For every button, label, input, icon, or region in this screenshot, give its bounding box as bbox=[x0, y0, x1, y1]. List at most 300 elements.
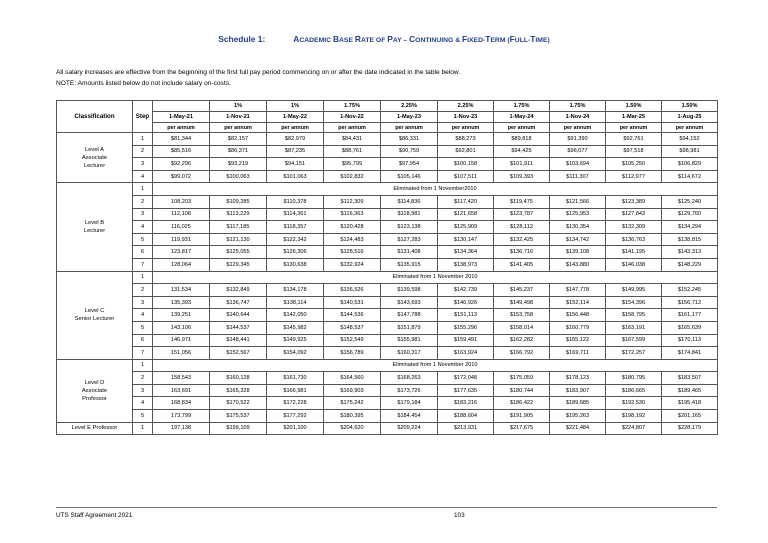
salary-cell: $158,014 bbox=[494, 321, 550, 334]
salary-cell: $94,151 bbox=[267, 158, 324, 171]
salary-cell: $82,157 bbox=[210, 133, 267, 146]
salary-cell: $136,763 bbox=[606, 233, 662, 246]
step-cell: 3 bbox=[133, 296, 153, 309]
salary-cell: $88,273 bbox=[438, 133, 494, 146]
title-letters: AY – bbox=[392, 37, 410, 44]
salary-cell: $173,726 bbox=[381, 384, 438, 397]
salary-cell: $141,405 bbox=[494, 258, 550, 271]
table-row bbox=[57, 208, 718, 221]
table-row bbox=[57, 221, 718, 234]
salary-cell: $140,644 bbox=[210, 309, 267, 322]
salary-cell: 128,064 bbox=[153, 258, 210, 271]
salary-cell: $123,138 bbox=[381, 221, 438, 234]
page-number: 103 bbox=[454, 512, 465, 519]
level-label-line: Associate bbox=[81, 387, 108, 394]
salary-cell: $151,113 bbox=[438, 309, 494, 322]
salary-cell: $140,531 bbox=[324, 296, 381, 309]
salary-cell: $132,849 bbox=[210, 284, 267, 297]
salary-cell: $134,742 bbox=[550, 233, 606, 246]
salary-cell: $144,537 bbox=[210, 321, 267, 334]
salary-cell: $156,712 bbox=[662, 296, 718, 309]
level-label-line: Level A bbox=[84, 146, 104, 153]
salary-cell: $107,511 bbox=[438, 170, 494, 183]
salary-cell: $170,522 bbox=[210, 397, 267, 410]
table-row bbox=[57, 233, 718, 246]
salary-cell: $158,795 bbox=[606, 309, 662, 322]
title-letters: CADEMIC bbox=[299, 37, 333, 44]
salary-cell: $92,761 bbox=[606, 133, 662, 146]
table-row bbox=[57, 372, 718, 385]
date-header: 1-Nov-23 bbox=[438, 112, 494, 123]
salary-cell: $130,638 bbox=[267, 258, 324, 271]
increase-header: 1.50% bbox=[662, 101, 718, 112]
salary-cell: $116,363 bbox=[324, 208, 381, 221]
note-on-costs: NOTE: Amounts listed below do not include salary on-costs. bbox=[56, 80, 231, 87]
period-header: per annum bbox=[267, 123, 324, 133]
level-label bbox=[57, 183, 133, 271]
step-cell: 1 bbox=[133, 271, 153, 284]
table-row bbox=[57, 384, 718, 397]
salary-cell: $152,114 bbox=[550, 296, 606, 309]
step-cell: 3 bbox=[133, 208, 153, 221]
salary-cell: $114,361 bbox=[267, 208, 324, 221]
level-label-line: Senior Lecturer bbox=[74, 316, 115, 323]
salary-cell: $162,282 bbox=[494, 334, 550, 347]
salary-cell: $217,675 bbox=[494, 422, 550, 435]
salary-cell: 197,138 bbox=[153, 422, 210, 435]
salary-cell: $148,441 bbox=[210, 334, 267, 347]
salary-cell: $134,364 bbox=[438, 246, 494, 259]
step-cell: 3 bbox=[133, 158, 153, 171]
level-label-line: Professor bbox=[82, 395, 107, 402]
salary-cell: $165,328 bbox=[210, 384, 267, 397]
salary-cell: $159,491 bbox=[438, 334, 494, 347]
salary-cell: $110,378 bbox=[267, 195, 324, 208]
table-row bbox=[57, 309, 718, 322]
step-cell: 5 bbox=[133, 233, 153, 246]
salary-cell: $145,982 bbox=[267, 321, 324, 334]
table-row bbox=[57, 258, 718, 271]
footer-agreement: UTS Staff Agreement 2021 bbox=[56, 512, 133, 519]
salary-cell: $86,371 bbox=[210, 145, 267, 158]
level-label bbox=[57, 133, 133, 183]
salary-cell: $126,306 bbox=[267, 246, 324, 259]
salary-cell: $221,484 bbox=[550, 422, 606, 435]
salary-cell: $154,092 bbox=[267, 347, 324, 360]
salary-cell: $183,507 bbox=[662, 372, 718, 385]
salary-cell: $132,309 bbox=[606, 221, 662, 234]
title-letters: B bbox=[332, 34, 339, 44]
salary-cell: $145,237 bbox=[494, 284, 550, 297]
salary-cell: $96,077 bbox=[550, 145, 606, 158]
salary-cell: $121,566 bbox=[550, 195, 606, 208]
salary-cell: $102,832 bbox=[324, 170, 381, 183]
title-letters: F bbox=[509, 34, 515, 44]
salary-cell: $143,313 bbox=[662, 246, 718, 259]
step-cell: 4 bbox=[133, 397, 153, 410]
header-row-period bbox=[57, 123, 718, 133]
table-row bbox=[57, 359, 718, 372]
salary-cell: $163,924 bbox=[438, 347, 494, 360]
salary-cell: $119,475 bbox=[494, 195, 550, 208]
title-letters: IME) bbox=[535, 37, 550, 44]
salary-cell: $183,216 bbox=[438, 397, 494, 410]
step-cell: 1 bbox=[133, 359, 153, 372]
salary-cell: 173,799 bbox=[153, 410, 210, 423]
date-header: 1-May-21 bbox=[153, 112, 210, 123]
salary-cell: 119,931 bbox=[153, 233, 210, 246]
salary-cell: $172,257 bbox=[606, 347, 662, 360]
salary-cell: $195,418 bbox=[662, 397, 718, 410]
salary-cell: 146,971 bbox=[153, 334, 210, 347]
title-letters: C bbox=[409, 34, 416, 44]
salary-cell: $141,195 bbox=[606, 246, 662, 259]
level-label bbox=[57, 359, 133, 422]
level-label-line: Level E Professor bbox=[71, 425, 118, 432]
salary-cell: $164,560 bbox=[324, 372, 381, 385]
salary-cell: $129,345 bbox=[210, 258, 267, 271]
salary-cell: $105,250 bbox=[606, 158, 662, 171]
salary-cell: $156,789 bbox=[324, 347, 381, 360]
level-label bbox=[57, 422, 133, 435]
period-header: per annum bbox=[494, 123, 550, 133]
period-header: per annum bbox=[210, 123, 267, 133]
salary-cell: $95,799 bbox=[324, 158, 381, 171]
salary-cell: $118,981 bbox=[381, 208, 438, 221]
step-cell: 2 bbox=[133, 372, 153, 385]
salary-cell: 151,056 bbox=[153, 347, 210, 360]
salary-cell: $160,779 bbox=[550, 321, 606, 334]
salary-cell: $154,396 bbox=[606, 296, 662, 309]
footer-divider bbox=[56, 507, 717, 508]
salary-cell: $152,549 bbox=[324, 334, 381, 347]
salary-cell: $180,395 bbox=[324, 410, 381, 423]
step-cell: 6 bbox=[133, 246, 153, 259]
salary-cell: $152,245 bbox=[662, 284, 718, 297]
salary-cell: $130,147 bbox=[438, 233, 494, 246]
eliminated-note: Eliminated from 1 November 2010 bbox=[153, 271, 718, 284]
increase-header: 1% bbox=[210, 101, 267, 112]
step-cell: 5 bbox=[133, 321, 153, 334]
title-letters: P bbox=[387, 34, 393, 44]
salary-cell: 112,108 bbox=[153, 208, 210, 221]
table-row bbox=[57, 321, 718, 334]
salary-cell: $97,954 bbox=[381, 158, 438, 171]
salary-cell: $147,788 bbox=[381, 309, 438, 322]
salary-cell: $132,425 bbox=[494, 233, 550, 246]
salary-cell: $163,191 bbox=[606, 321, 662, 334]
salary-cell: $138,114 bbox=[267, 296, 324, 309]
salary-cell: $165,639 bbox=[662, 321, 718, 334]
salary-cell: 123,817 bbox=[153, 246, 210, 259]
salary-cell: $195,263 bbox=[550, 410, 606, 423]
date-header: 1-May-22 bbox=[267, 112, 324, 123]
salary-cell: $166,792 bbox=[494, 347, 550, 360]
step-cell: 4 bbox=[133, 309, 153, 322]
salary-cell: $112,977 bbox=[606, 170, 662, 183]
date-header: 1-Nov-24 bbox=[550, 112, 606, 123]
salary-cell: $118,357 bbox=[267, 221, 324, 234]
step-cell: 6 bbox=[133, 334, 153, 347]
salary-cell: $148,229 bbox=[662, 258, 718, 271]
salary-cell: $93,219 bbox=[210, 158, 267, 171]
date-header: 1-Nov-21 bbox=[210, 112, 267, 123]
salary-cell: $169,903 bbox=[324, 384, 381, 397]
salary-cell: $117,420 bbox=[438, 195, 494, 208]
title-letters: ULL- bbox=[514, 37, 531, 44]
salary-cell: $175,242 bbox=[324, 397, 381, 410]
salary-cell: $85,516 bbox=[153, 145, 210, 158]
salary-cell: $155,981 bbox=[381, 334, 438, 347]
salary-cell: $204,620 bbox=[324, 422, 381, 435]
eliminated-note: Eliminated from 1 November 2010 bbox=[153, 359, 718, 372]
salary-cell: $114,836 bbox=[381, 195, 438, 208]
salary-cell: $149,498 bbox=[494, 296, 550, 309]
level-label bbox=[57, 271, 133, 359]
salary-cell: $100,063 bbox=[210, 170, 267, 183]
salary-cell: $131,408 bbox=[381, 246, 438, 259]
salary-cell: $177,635 bbox=[438, 384, 494, 397]
title-letters: IXED- bbox=[467, 37, 486, 44]
salary-cell: $147,778 bbox=[550, 284, 606, 297]
salary-cell: $132,924 bbox=[324, 258, 381, 271]
table-row bbox=[57, 271, 718, 284]
salary-cell: $156,448 bbox=[550, 309, 606, 322]
step-cell: 1 bbox=[133, 183, 153, 196]
salary-cell: $117,185 bbox=[210, 221, 267, 234]
salary-cell: $170,113 bbox=[662, 334, 718, 347]
period-header: per annum bbox=[606, 123, 662, 133]
step-cell: 2 bbox=[133, 284, 153, 297]
schedule-title bbox=[0, 34, 768, 44]
salary-cell: $142,739 bbox=[438, 284, 494, 297]
salary-cell: $169,711 bbox=[550, 347, 606, 360]
step-cell: 7 bbox=[133, 258, 153, 271]
salary-cell: $134,294 bbox=[662, 221, 718, 234]
salary-cell: $188,604 bbox=[438, 410, 494, 423]
table-row bbox=[57, 296, 718, 309]
salary-cell: $101,911 bbox=[494, 158, 550, 171]
level-label-line: Associate bbox=[81, 154, 108, 161]
salary-cell: $175,059 bbox=[494, 372, 550, 385]
salary-cell: $134,178 bbox=[267, 284, 324, 297]
salary-cell: $81,344 bbox=[153, 133, 210, 146]
salary-cell: $91,390 bbox=[550, 133, 606, 146]
title-letters: F bbox=[462, 34, 468, 44]
salary-cell: $155,296 bbox=[438, 321, 494, 334]
increase-header: 1% bbox=[267, 101, 324, 112]
salary-cell: $112,309 bbox=[324, 195, 381, 208]
date-header: 1-Aug-25 bbox=[662, 112, 718, 123]
salary-cell: $82,979 bbox=[267, 133, 324, 146]
increase-header: 1.75% bbox=[324, 101, 381, 112]
salary-cell: $166,981 bbox=[267, 384, 324, 397]
period-header: per annum bbox=[438, 123, 494, 133]
table-row bbox=[57, 246, 718, 259]
step-header: Step bbox=[133, 101, 153, 133]
salary-cell: $135,915 bbox=[381, 258, 438, 271]
increase-header: 2.25% bbox=[438, 101, 494, 112]
increase-header: 1.75% bbox=[550, 101, 606, 112]
step-cell: 5 bbox=[133, 410, 153, 423]
salary-cell: $189,465 bbox=[662, 384, 718, 397]
salary-cell: $192,530 bbox=[606, 397, 662, 410]
salary-cell: $228,179 bbox=[662, 422, 718, 435]
salary-cell: $136,526 bbox=[324, 284, 381, 297]
salary-cell: $106,829 bbox=[662, 158, 718, 171]
period-header: per annum bbox=[153, 123, 210, 133]
salary-cell: $128,516 bbox=[324, 246, 381, 259]
step-cell: 7 bbox=[133, 347, 153, 360]
header-row-date bbox=[57, 112, 718, 123]
salary-cell: $124,483 bbox=[324, 233, 381, 246]
increase-header: 1.50% bbox=[606, 101, 662, 112]
salary-cell: $179,184 bbox=[381, 397, 438, 410]
level-label-line: Level B bbox=[84, 219, 105, 226]
salary-cell: 116,025 bbox=[153, 221, 210, 234]
salary-cell: $175,537 bbox=[210, 410, 267, 423]
salary-cell: $174,841 bbox=[662, 347, 718, 360]
salary-cell: $127,283 bbox=[381, 233, 438, 246]
level-label-line: Level C bbox=[84, 308, 105, 315]
title-letters: T bbox=[530, 34, 536, 44]
step-cell: 4 bbox=[133, 170, 153, 183]
title-letters: T bbox=[485, 34, 491, 44]
salary-cell: $138,815 bbox=[662, 233, 718, 246]
increase-header bbox=[153, 101, 210, 112]
title-letters: ASE bbox=[339, 37, 355, 44]
step-cell: 3 bbox=[133, 384, 153, 397]
salary-cell: $123,389 bbox=[606, 195, 662, 208]
salary-cell: $128,112 bbox=[494, 221, 550, 234]
salary-cell: $149,995 bbox=[606, 284, 662, 297]
schedule-heading bbox=[293, 34, 549, 44]
table-row bbox=[57, 334, 718, 347]
salary-cell: $139,598 bbox=[381, 284, 438, 297]
salary-cell: $146,926 bbox=[438, 296, 494, 309]
level-label-line: Lecturer bbox=[83, 227, 106, 234]
salary-cell: $183,907 bbox=[550, 384, 606, 397]
salary-cell: $125,240 bbox=[662, 195, 718, 208]
salary-cell: $167,599 bbox=[606, 334, 662, 347]
schedule-number: Schedule 1: bbox=[218, 34, 266, 44]
salary-cell: $113,229 bbox=[210, 208, 267, 221]
salary-cell: $201,100 bbox=[267, 422, 324, 435]
table-row bbox=[57, 145, 718, 158]
salary-cell: $136,747 bbox=[210, 296, 267, 309]
salary-cell: 135,393 bbox=[153, 296, 210, 309]
salary-cell: 158,543 bbox=[153, 372, 210, 385]
salary-cell: $172,048 bbox=[438, 372, 494, 385]
salary-cell: 163,691 bbox=[153, 384, 210, 397]
note-effective-date: All salary increases are effective from the beginning of the first full pay period commencing on or after the date indicated in the table below. bbox=[56, 69, 461, 76]
salary-cell: $121,130 bbox=[210, 233, 267, 246]
salary-cell: $152,567 bbox=[210, 347, 267, 360]
salary-cell: $129,760 bbox=[662, 208, 718, 221]
salary-cell: $189,685 bbox=[550, 397, 606, 410]
salary-cell: $224,807 bbox=[606, 422, 662, 435]
title-letters: ATE OF bbox=[360, 37, 388, 44]
title-letters: ONTINUING & bbox=[415, 37, 462, 44]
salary-cell: $111,307 bbox=[550, 170, 606, 183]
step-cell: 4 bbox=[133, 221, 153, 234]
salary-cell: $148,537 bbox=[324, 321, 381, 334]
salary-cell: $191,905 bbox=[494, 410, 550, 423]
salary-cell: $160,317 bbox=[381, 347, 438, 360]
salary-cell: $98,981 bbox=[662, 145, 718, 158]
salary-cell: $122,342 bbox=[267, 233, 324, 246]
table-row bbox=[57, 158, 718, 171]
salary-cell: $121,658 bbox=[438, 208, 494, 221]
salary-cell: $125,953 bbox=[550, 208, 606, 221]
salary-cell: $87,235 bbox=[267, 145, 324, 158]
salary-cell: $201,165 bbox=[662, 410, 718, 423]
salary-cell: $88,761 bbox=[324, 145, 381, 158]
salary-cell: $101,063 bbox=[267, 170, 324, 183]
table-row bbox=[57, 170, 718, 183]
salary-cell: $160,128 bbox=[210, 372, 267, 385]
title-letters: ERM ( bbox=[490, 37, 510, 44]
level-label-line: Lecturer bbox=[83, 162, 106, 169]
step-cell: 1 bbox=[133, 133, 153, 146]
salary-cell: $127,843 bbox=[606, 208, 662, 221]
salary-cell: $199,109 bbox=[210, 422, 267, 435]
step-cell: 2 bbox=[133, 195, 153, 208]
salary-cell: $186,665 bbox=[606, 384, 662, 397]
salary-cell: $184,454 bbox=[381, 410, 438, 423]
date-header: 1-May-24 bbox=[494, 112, 550, 123]
salary-cell: $178,123 bbox=[550, 372, 606, 385]
salary-cell: $161,177 bbox=[662, 309, 718, 322]
header-row-increase bbox=[57, 101, 718, 112]
table-row bbox=[57, 347, 718, 360]
salary-cell: $100,158 bbox=[438, 158, 494, 171]
table-row bbox=[57, 183, 718, 196]
salary-cell: $109,393 bbox=[494, 170, 550, 183]
step-cell: 2 bbox=[133, 145, 153, 158]
salary-cell: $138,973 bbox=[438, 258, 494, 271]
classification-header: Classification bbox=[57, 101, 133, 133]
level-label-line: Level D bbox=[84, 379, 105, 386]
salary-cell: $94,425 bbox=[494, 145, 550, 158]
salary-cell: $123,787 bbox=[494, 208, 550, 221]
salary-cell: $186,422 bbox=[494, 397, 550, 410]
period-header: per annum bbox=[550, 123, 606, 133]
eliminated-note: Eliminated from 1 November2010 bbox=[153, 183, 718, 196]
date-header: 1-Mar-25 bbox=[606, 112, 662, 123]
table-row bbox=[57, 195, 718, 208]
step-cell: 1 bbox=[133, 422, 153, 435]
table-row bbox=[57, 133, 718, 146]
salary-table bbox=[56, 100, 718, 435]
period-header: per annum bbox=[324, 123, 381, 133]
salary-cell: $92,296 bbox=[153, 158, 210, 171]
salary-cell: $161,730 bbox=[267, 372, 324, 385]
salary-cell: 143,106 bbox=[153, 321, 210, 334]
title-letters: A bbox=[293, 34, 300, 44]
salary-cell: $86,331 bbox=[381, 133, 438, 146]
salary-cell: $151,879 bbox=[381, 321, 438, 334]
salary-cell: $94,152 bbox=[662, 133, 718, 146]
salary-cell: $89,818 bbox=[494, 133, 550, 146]
salary-cell: $109,285 bbox=[210, 195, 267, 208]
salary-cell: $139,108 bbox=[550, 246, 606, 259]
notes bbox=[56, 67, 460, 89]
period-header: per annum bbox=[381, 123, 438, 133]
increase-header: 2.25% bbox=[381, 101, 438, 112]
salary-cell: $149,925 bbox=[267, 334, 324, 347]
salary-cell: 139,251 bbox=[153, 309, 210, 322]
